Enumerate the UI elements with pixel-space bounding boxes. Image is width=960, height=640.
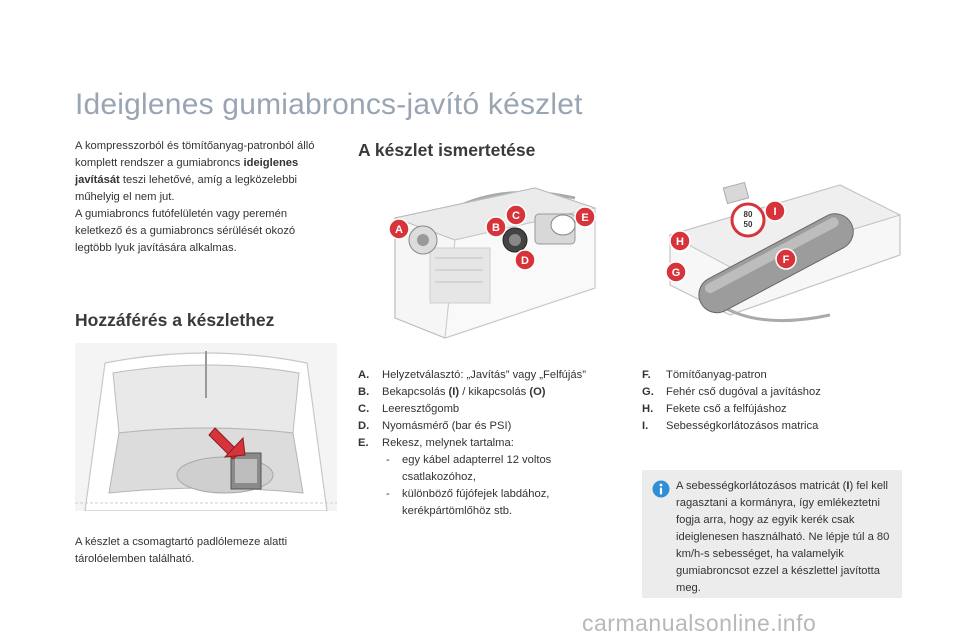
kit-rear-illustration: [660, 175, 905, 330]
svg-text:50: 50: [743, 220, 753, 229]
sub-list-item: - egy kábel adapterrel 12 voltos csatlakozóhoz,: [386, 454, 552, 483]
kit-front-illustration: [385, 178, 605, 341]
trunk-illustration: [75, 343, 337, 511]
page-title: Ideiglenes gumiabroncs-javító készlet: [75, 88, 583, 121]
svg-text:I: I: [773, 206, 777, 218]
svg-text:A: A: [395, 224, 403, 236]
access-caption: A készlet a csomagtartó padlólemeze alatti tárolóelemben található.: [75, 536, 288, 565]
intro-line1: A kompresszorból és tömítőanyag-patronból álló komplett rendszer a gumiabroncs: [75, 140, 315, 169]
svg-text:D: D: [521, 255, 529, 267]
info-text: A sebességkorlátozásos matricát (I) fel kell ragasztani a kormányra, így emlékeztetni fogja arra, hogy az egyik kerék csak ideiglenesen használható. Ne lépje túl a 80 km/h-s sebességet, ha valamelyik gumiabroncsot ezzel a készlettel javította meg.: [676, 480, 890, 594]
list-item: I. Sebességkorlátozásos matrica: [642, 420, 819, 432]
svg-text:B: B: [492, 222, 500, 234]
sub-list-item: - különböző fújófejek labdához, kerékpártömlőhöz stb.: [386, 488, 550, 517]
list-item: A. Helyzetválasztó: „Javítás” vagy „Felfújás”: [358, 369, 586, 381]
intro-para2: A gumiabroncs futófelületén vagy peremén keletkező és a gumiabroncs sérülését okozó legtöbb lyuk javítására alkalmas.: [75, 208, 296, 254]
list-item: C. Leeresztőgomb: [358, 403, 460, 415]
info-icon: [652, 480, 670, 498]
component-list-right: [642, 367, 902, 435]
component-list-left: [358, 367, 618, 520]
list-item: F. Tömítőanyag-patron: [642, 369, 767, 381]
svg-text:H: H: [676, 236, 684, 248]
badge-g: [666, 262, 686, 282]
info-box: [642, 470, 902, 598]
list-item: H. Fekete cső a felfújáshoz: [642, 403, 787, 415]
badge-f: [776, 249, 796, 269]
svg-text:C: C: [512, 210, 520, 222]
watermark: carmanualsonline.info: [582, 610, 817, 636]
svg-text:F: F: [782, 254, 790, 266]
badge-a: [389, 219, 409, 239]
list-item: D. Nyomásmérő (bar és PSI): [358, 420, 512, 432]
svg-text:80: 80: [743, 210, 753, 219]
badge-b: [486, 217, 506, 237]
badge-c: [506, 205, 526, 225]
svg-text:E: E: [581, 212, 589, 224]
list-item: B. Bekapcsolás (I) / kikapcsolás (O): [358, 386, 546, 398]
badge-h: [670, 231, 690, 251]
list-item: E. Rekesz, melynek tartalma:: [358, 437, 514, 449]
badge-d: [515, 250, 535, 270]
badge-e: [575, 207, 595, 227]
kit-heading: A készlet ismertetése: [358, 140, 536, 160]
svg-text:G: G: [671, 267, 681, 279]
intro-text: [75, 138, 330, 257]
badge-i: [765, 201, 785, 221]
intro-bold: ideiglenes javítását: [75, 157, 299, 186]
list-item: G. Fehér cső dugóval a javításhoz: [642, 386, 821, 398]
intro-line2: teszi lehetővé, amíg a legközelebbi műhelyig el nem jut.: [75, 174, 298, 203]
access-heading: Hozzáférés a készlethez: [75, 310, 275, 330]
